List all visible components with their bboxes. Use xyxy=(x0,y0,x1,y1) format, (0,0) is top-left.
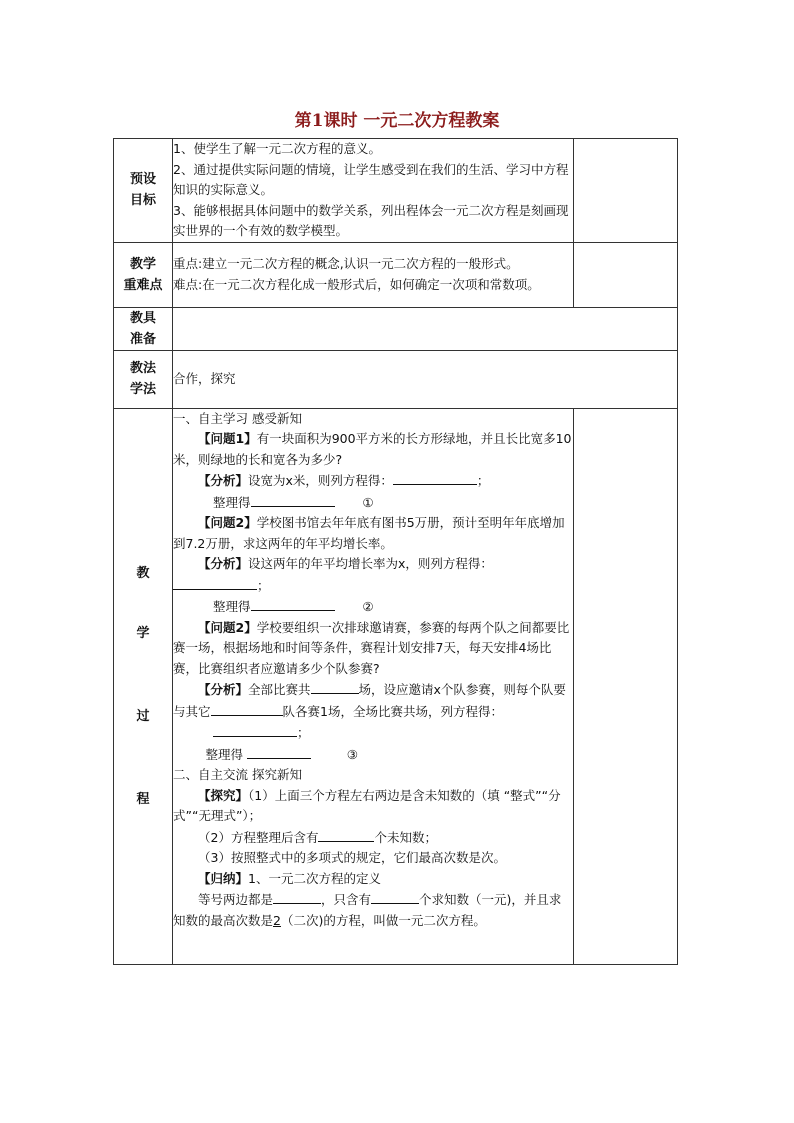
answer-blank[interactable] xyxy=(213,722,297,737)
answer-blank[interactable] xyxy=(393,470,477,485)
analysis-1: 【分析】设宽为x米，则列方程得： ； xyxy=(173,470,573,492)
explore-3: （3）按照整式中的多项式的规定，它们最高次数是次。 xyxy=(198,850,506,865)
keypoints-row xyxy=(114,242,678,307)
process-row xyxy=(114,408,678,964)
keypoint-line-1: 重点:建立一元二次方程的概念,认识一元二次方程的一般形式。 xyxy=(173,256,519,271)
tools-label: 教具 准备 xyxy=(114,307,173,350)
goal-line-1: 1、使学生了解一元二次方程的意义。 xyxy=(173,141,381,156)
keypoints-notes-cell xyxy=(574,242,678,307)
process-notes-cell xyxy=(574,408,678,964)
section-1-heading: 一、自主学习 感受新知 xyxy=(173,410,302,426)
goal-line-3: 3、能够根据具体问题中的数学关系，列出程体会一元二次方程是刻画现实世界的一个有效的数学模型。 xyxy=(173,202,569,238)
problem-1: 【问题1】有一块面积为900平方米的长方形绿地，并且长比宽多10米，则绿地的长和宽各为多少? xyxy=(173,431,572,467)
answer-blank[interactable] xyxy=(251,492,335,507)
process-content xyxy=(173,408,574,964)
analysis-2: 【分析】设这两年的年平均增长率为x，则列方程得：； xyxy=(173,554,573,596)
tools-row xyxy=(114,307,678,350)
tidy-1: 整理得 ① xyxy=(173,492,573,514)
definition: 等号两边都是 ，只含有 个求知数（一元)，并且求知数的最高次数是2（二次)的方程，叫做一元二次方程。 xyxy=(173,889,573,931)
methods-row xyxy=(114,350,678,408)
answer-blank[interactable] xyxy=(273,889,321,904)
answer-blank[interactable] xyxy=(173,575,257,590)
goals-notes-cell xyxy=(574,139,678,243)
problem-2: 【问题2】学校图书馆去年年底有图书5万册，预计至明年年底增加到7.2万册，求这两年的年平均增长率。 xyxy=(173,515,565,551)
explore-1: 【探究】（1）上面三个方程左右两边是含未知数的（填 “整式”“分式”“无理式”）； xyxy=(173,787,561,823)
answer-blank[interactable] xyxy=(211,701,283,716)
methods-content: 合作，探究 xyxy=(173,350,678,408)
goals-label: 预设 目标 xyxy=(114,139,173,243)
answer-blank[interactable] xyxy=(371,889,419,904)
keypoints-content xyxy=(173,242,574,307)
lesson-plan-table xyxy=(113,138,678,965)
keypoints-label: 教学 重难点 xyxy=(114,242,173,307)
page-title: 第1课时 一元二次方程教案 xyxy=(294,111,500,131)
goals-row xyxy=(114,139,678,243)
goal-line-2: 2、通过提供实际问题的情境，让学生感受到在我们的生活、学习中方程知识的实际意义。 xyxy=(173,161,569,197)
summary-heading: 【归纳】1、一元二次方程的定义 xyxy=(198,870,381,886)
equation-3: ； xyxy=(173,722,573,744)
answer-blank[interactable] xyxy=(251,596,335,611)
tools-content xyxy=(173,307,678,350)
goals-content xyxy=(173,139,574,243)
tidy-2: 整理得 ② xyxy=(173,596,573,618)
answer-blank[interactable] xyxy=(318,827,374,842)
answer-blank[interactable] xyxy=(311,679,359,694)
process-label: 教 学 过 程 xyxy=(114,408,173,964)
methods-label: 教法 学法 xyxy=(114,350,173,408)
section-2-heading: 二、自主交流 探究新知 xyxy=(173,767,302,782)
answer-blank[interactable] xyxy=(247,744,311,759)
analysis-3: 【分析】全部比赛共 场，设应邀请x个队参赛，则每个队要与其它 队各赛1场，全场比赛共场，列方程得： xyxy=(173,679,573,722)
keypoint-line-2: 难点:在一元二次方程化成一般形式后，如何确定一次项和常数项。 xyxy=(173,276,540,292)
problem-3: 【问题2】学校要组织一次排球邀请赛，参赛的每两个队之间都要比赛一场，根据场地和时间等条件，赛程计划安排7天，每天安排4场比赛，比赛组织者应邀请多少个队参赛? xyxy=(173,619,570,676)
tidy-3: 整理得 ③ xyxy=(173,744,573,766)
explore-2: （2）方程整理后含有 个未知数； xyxy=(173,827,573,849)
